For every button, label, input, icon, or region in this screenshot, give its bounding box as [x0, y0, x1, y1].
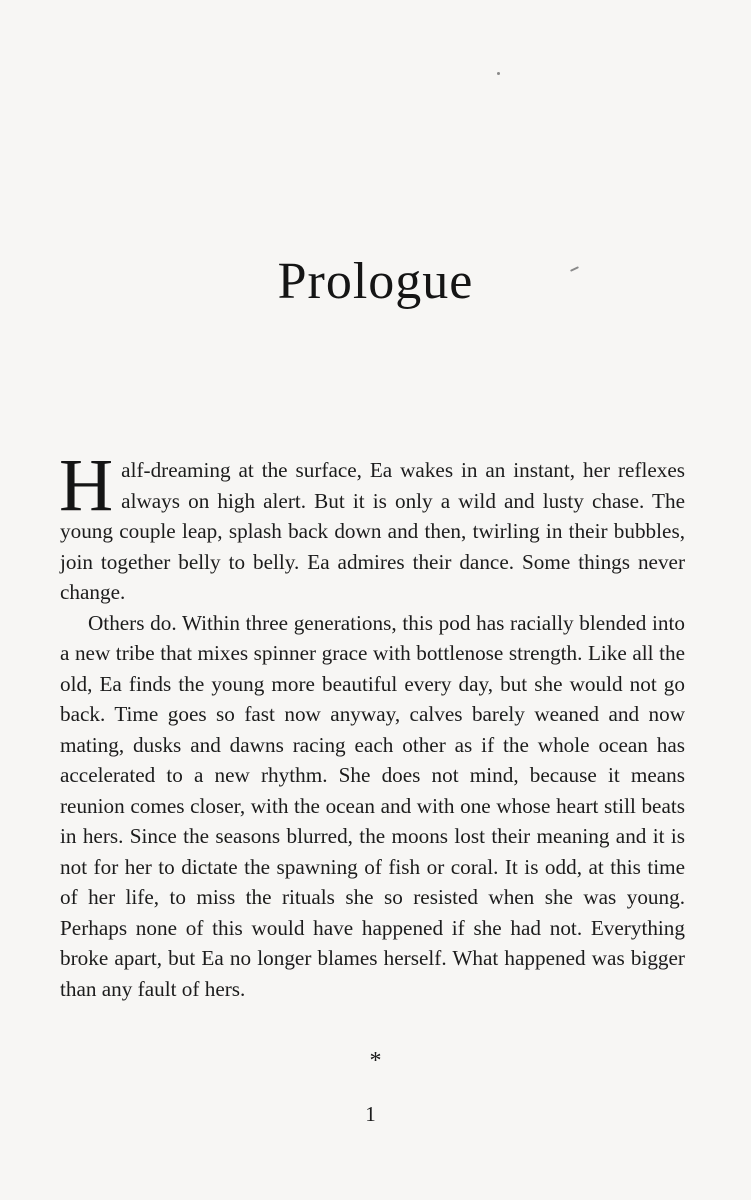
chapter-body: [59, 444, 685, 1004]
chapter-title: Prologue: [277, 253, 474, 310]
page-number: 1: [365, 1102, 376, 1126]
paragraph-1-text: alf-dreaming at the surface, Ea wakes in an instant, her reflexes always on high alert. But it is only a wild and lusty chase. The young couple leap, splash back down and then, twirling in their bubbles, join together belly to belly. Ea admires their dance. Some things never change.: [60, 458, 685, 604]
paragraph-1: [59, 444, 685, 608]
drop-cap: H: [59, 444, 114, 527]
paper-speck: [497, 72, 500, 75]
paragraph-2: Others do. Within three generations, this pod has racially blended into a new tribe that mixes spinner grace with bottlenose strength. Like all the old, Ea finds the young more beautiful every day, but she would not go back. Time goes so fast now anyway, calves barely weaned and now mating, dusks and dawns racing each other as if the whole ocean has accelerated to a new rhythm. She does not mind, because it means reunion comes closer, with the ocean and with one whose heart still beats in hers. Since the seasons blurred, the moons lost their meaning and it is not for her to dictate the spawning of fish or coral. It is odd, at this time of her life, to miss the rituals she so resisted when she was young. Perhaps none of this would have happened if she had not. Everything broke apart, but Ea no longer blames herself. What happened was bigger than any fault of hers.: [60, 610, 685, 1001]
section-break: *: [369, 1048, 382, 1074]
